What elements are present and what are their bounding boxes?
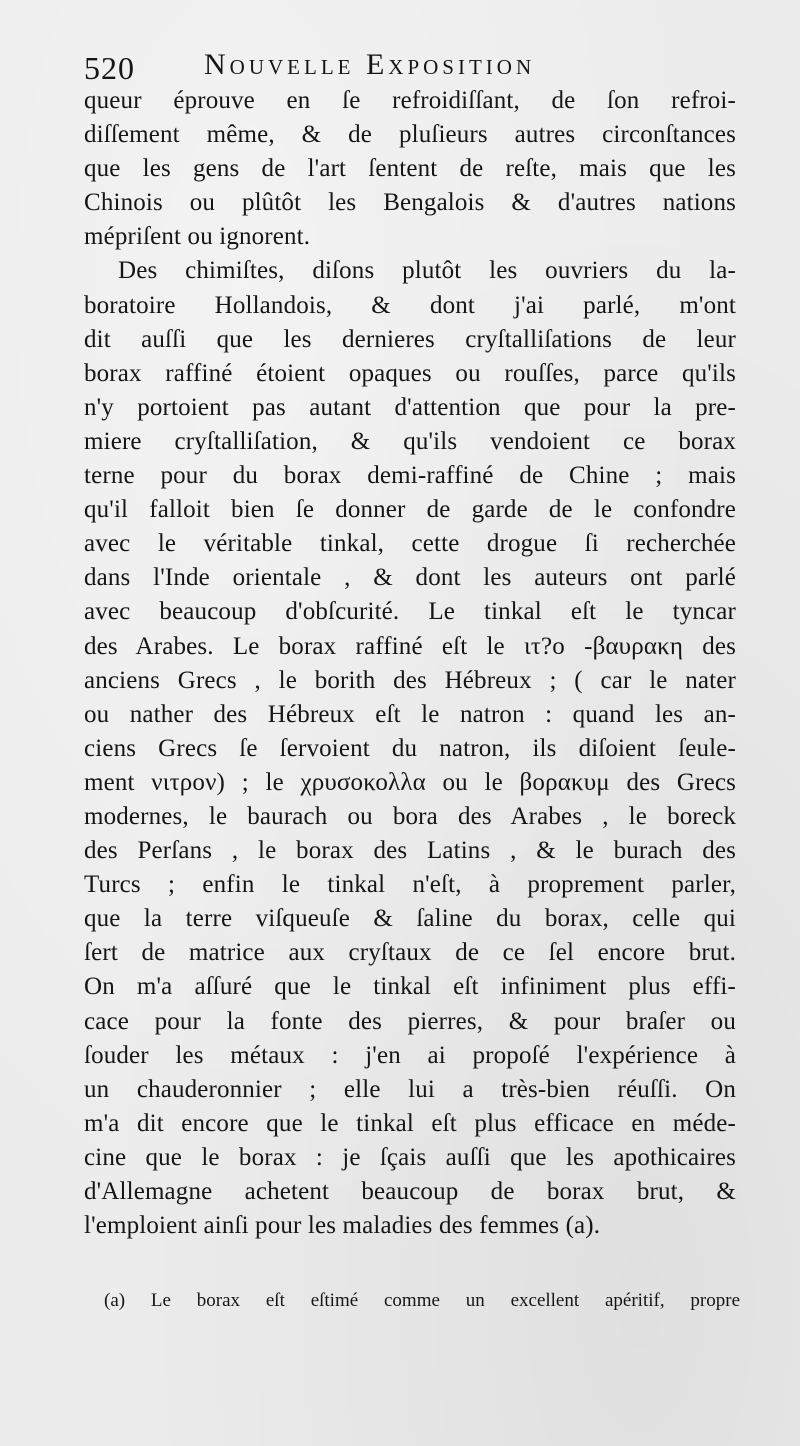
footnote: (a) Le borax eſt eſtimé comme un excellent apéritif, propre [104,1290,740,1311]
text-line: modernes, le baurach ou bora des Arabes , le boreck [84,802,736,830]
text-line: d'Allemagne achetent beaucoup de borax brut, & [84,1178,736,1205]
running-head: Nouvelle Exposition [204,48,536,81]
text-line: qu'il falloit bien ſe donner de garde de le confondre [84,496,736,524]
page-number: 520 [84,50,135,86]
text-line: Chinois ou plûtôt les Bengalois & d'autres nations [84,189,736,217]
text-line: avec beaucoup d'obſcurité. Le tinkal eſt le tyncar [84,598,736,626]
text-line: des Arabes. Le borax raffiné eſt le ιτ?ο -βαυρακη des [84,632,736,660]
text-line: mépriſent ou ignorent. [84,223,311,251]
text-line: On m'a aſſuré que le tinkal eſt infiniment plus effi- [84,973,736,1001]
text-line: ment νιτρον) ; le χρυσοκολλα ou le βορακυμ des Grecs [84,768,736,796]
text-line: ſouder les métaux : j'en ai propoſé l'expérience à [84,1041,736,1069]
text-line: borax raffiné étoient opaques ou rouſſes, parce qu'ils [84,359,736,387]
body-text [84,84,736,1243]
text-line: cace pour la fonte des pierres, & pour braſer ou [84,1007,736,1035]
text-line: diſſement même, & de pluſieurs autres circonſtances [84,121,736,149]
text-line: queur éprouve en ſe refroidiſſant, de ſon refroi- [84,87,736,114]
text-line: que la terre viſqueuſe & ſaline du borax, celle qui [84,905,736,933]
text-line: n'y portoient pas autant d'attention que pour la pre- [84,393,736,421]
text-line: terne pour du borax demi-raffiné de Chine ; mais [84,462,736,490]
text-line: boratoire Hollandois, & dont j'ai parlé, m'ont [84,291,736,319]
text-line: ciens Grecs ſe ſervoient du natron, ils diſoient ſeule- [84,734,736,762]
text-line: avec le véritable tinkal, cette drogue ſi recherchée [84,530,736,558]
text-line: m'a dit encore que le tinkal eſt plus efficace en méde- [84,1109,736,1137]
text-line: anciens Grecs , le borith des Hébreux ; ( car le nater [84,666,736,694]
text-line: ou nather des Hébreux eſt le natron : quand les an- [84,700,736,728]
page-header [84,44,734,88]
text-line: miere cryſtalliſation, & qu'ils vendoient ce borax [84,427,736,455]
text-line: Turcs ; enfin le tinkal n'eſt, à proprement parler, [84,871,736,899]
text-line: des Perſans , le borax des Latins , & le burach des [84,837,736,865]
text-line: dit auſſi que les dernieres cryſtalliſations de leur [84,325,736,353]
text-line: un chauderonnier ; elle lui a très-bien réuſſi. On [84,1075,736,1103]
text-line: ſert de matrice aux cryſtaux de ce ſel encore brut. [84,939,736,967]
paragraph-start-line: Des chimiſtes, diſons plutôt les ouvriers du la- [118,257,736,285]
text-line: l'emploient ainſi pour les maladies des femmes (a). [84,1212,601,1240]
text-line: cine que le borax : je ſçais auſſi que les apothicaires [84,1143,736,1171]
text-line: dans l'Inde orientale , & dont les auteurs ont parlé [84,564,736,592]
text-line: que les gens de l'art ſentent de reſte, mais que les [84,155,736,183]
